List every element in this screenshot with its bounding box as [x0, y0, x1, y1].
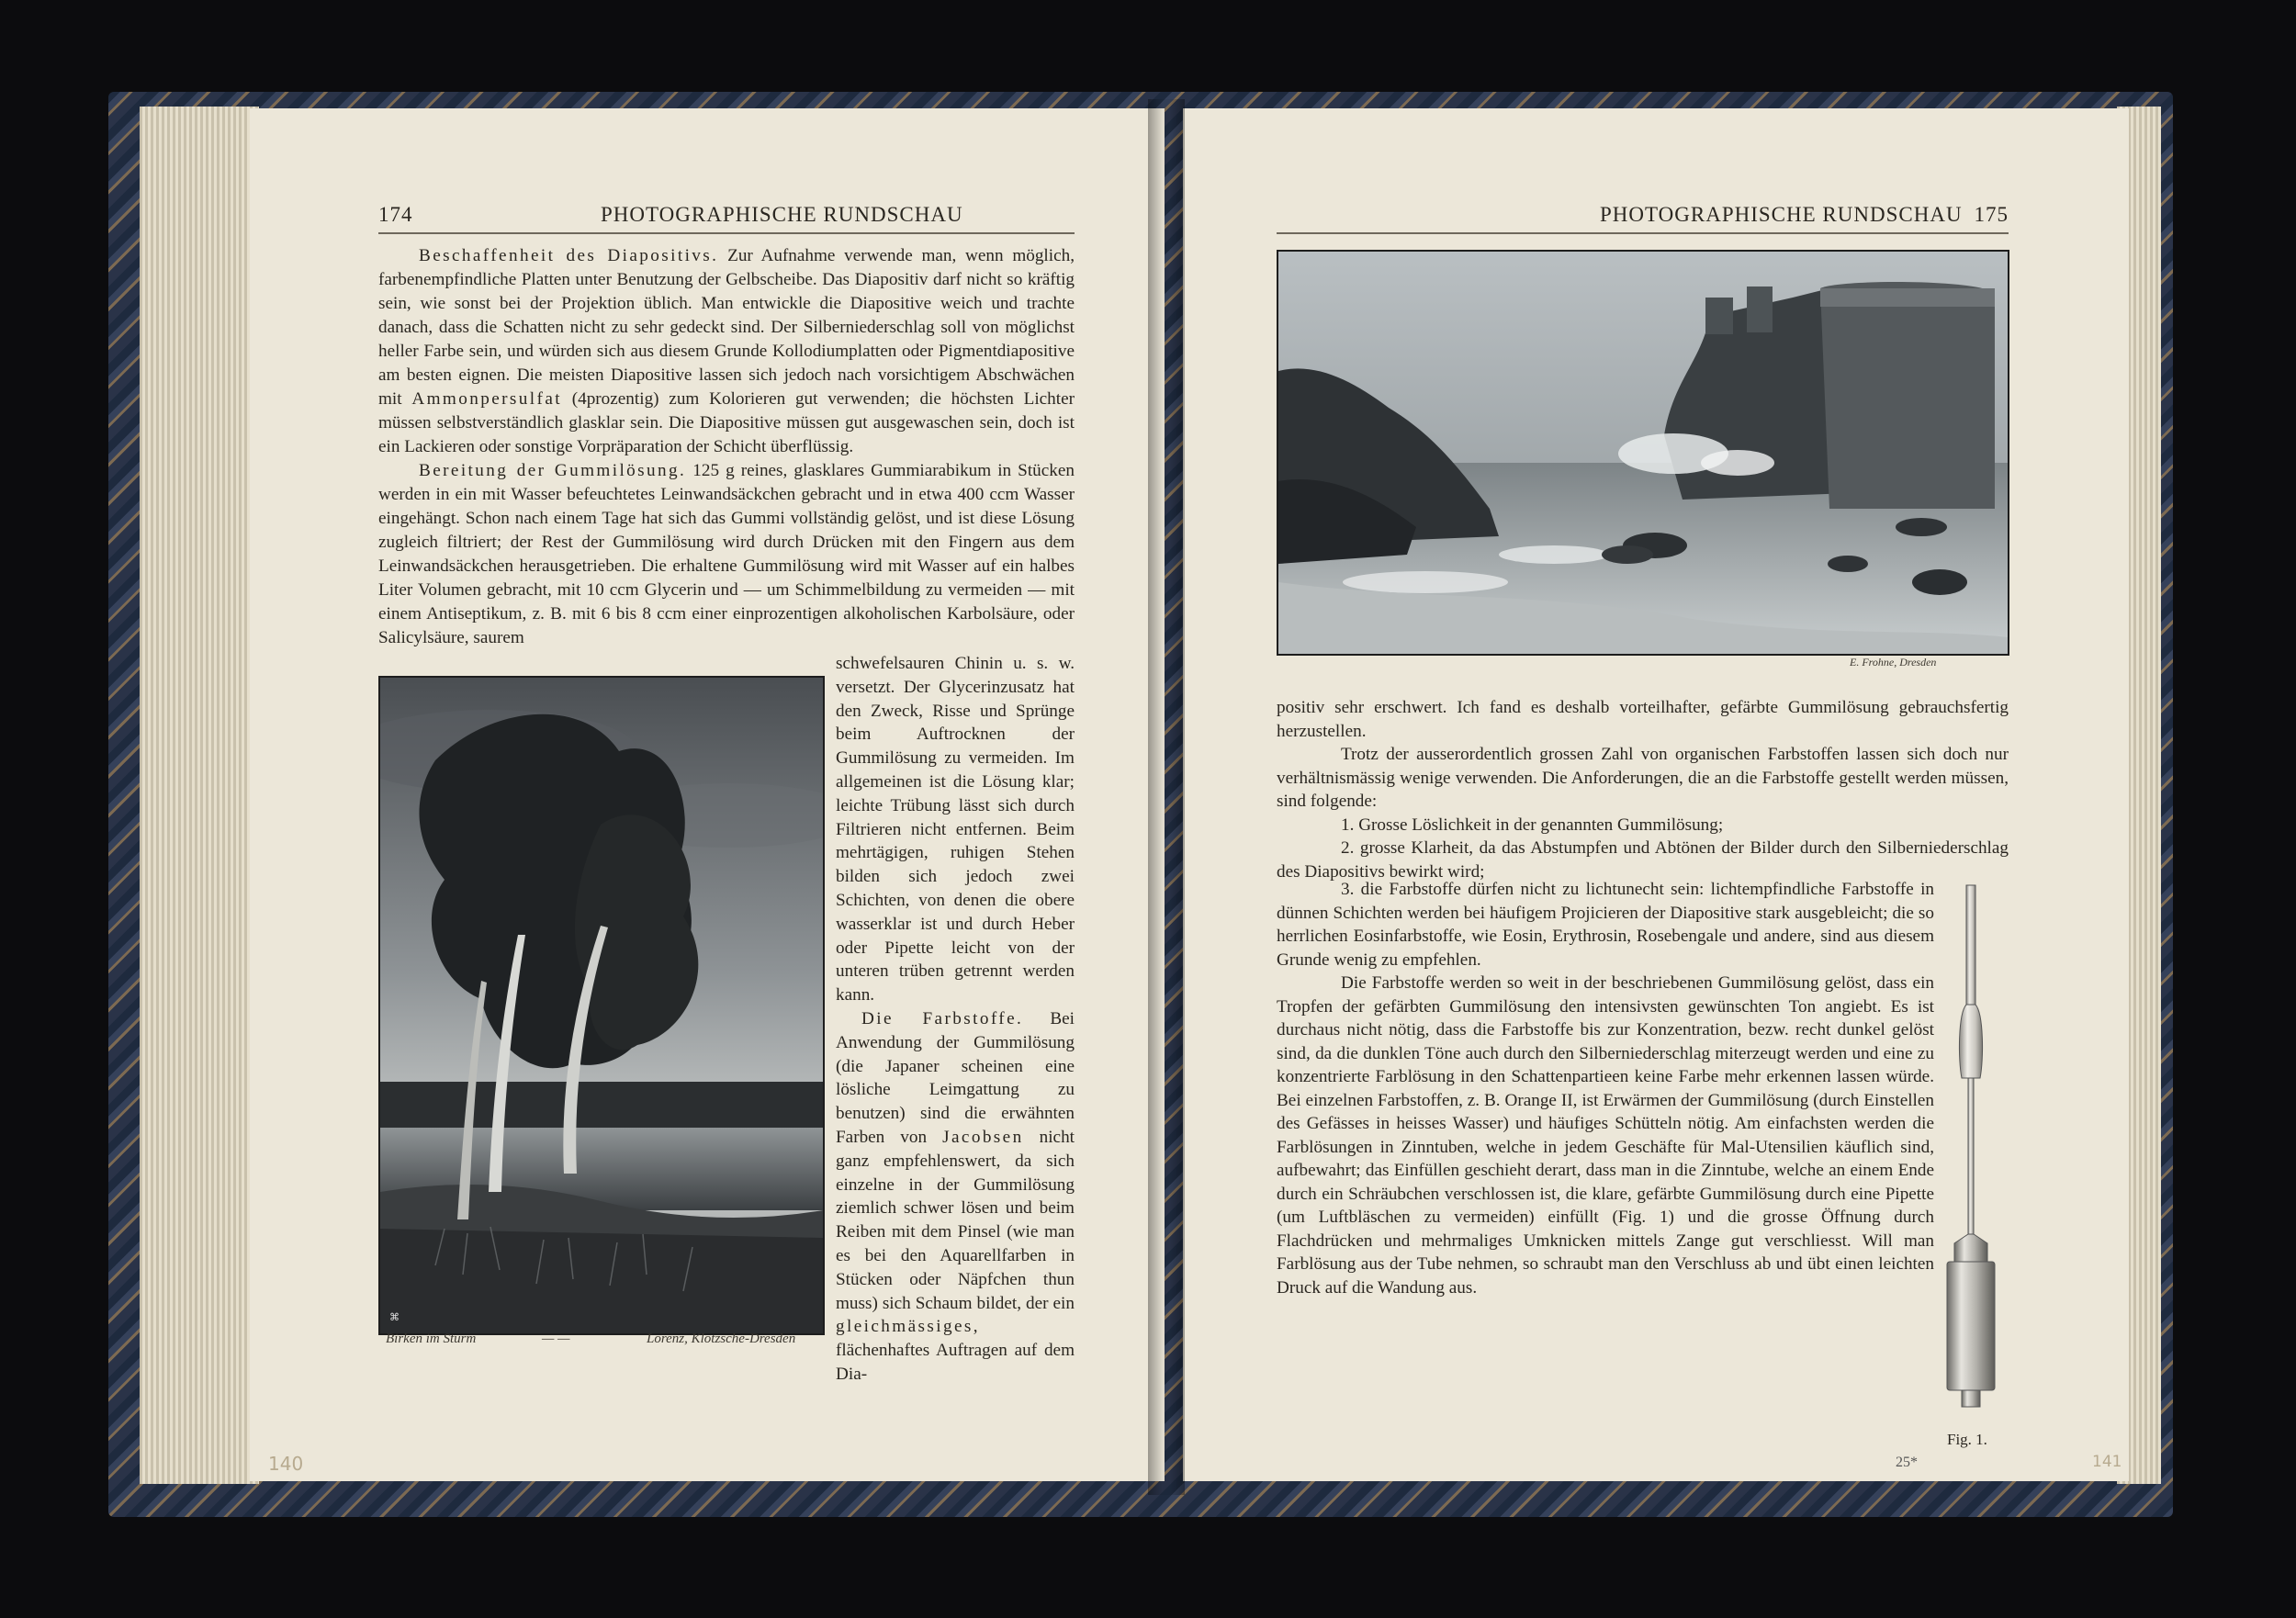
signature-mark: 25*	[1896, 1455, 1918, 1470]
running-title-left: PHOTOGRAPHISCHE RUNDSCHAU	[601, 203, 963, 226]
right-text-full	[1277, 696, 2009, 883]
list-item-1	[1277, 814, 2009, 837]
paragraph-text: positiv sehr erschwert. Ich fand es deshalb vorteilhafter, gefärbte Gummilösung gebrauchsfertig herzustellen.	[1277, 698, 2009, 741]
running-head-right	[1277, 196, 2009, 234]
running-title-right: PHOTOGRAPHISCHE RUNDSCHAU	[1600, 203, 1963, 226]
list-item-3	[1277, 878, 1934, 972]
right-text-narrow	[1277, 878, 1934, 1299]
paragraph-text: flächenhaftes Auftragen auf dem Dia-	[836, 1341, 1075, 1384]
section-head-gummiloesung: Bereitung der Gummilösung.	[419, 461, 687, 480]
paragraph-text: (4prozentig) zum Kolorieren gut verwenden; die höchsten Lichter müssen selbstverständlich glasklar sein. Die Diapositive müssen gut ausgewaschen sein, doch ist ein Lackieren oder sonstige Vorpräparation der Schicht überflüssig.	[378, 389, 1075, 456]
column-paragraph-farbstoffe	[836, 1007, 1075, 1387]
book-spine	[1148, 99, 1185, 1495]
paragraph-text: nicht ganz empfehlenswert, da sich einzelne in der Gummilösung ziemlich schwer lösen und beim Reiben mit dem Pinsel (wie man es bei den Aquarellfarben in Stücken oder Näpfchen thun muss) sich Schaum bildet, der ein	[836, 1127, 1075, 1313]
paragraph-text: Die Farbstoffe werden so weit in der beschriebenen Gummilösung gelöst, dass ein Tropfen der gefärbten Gummilösung den intensivsten gewünschten Ton angiebt. Es ist durchaus nicht nötig, dass die Farbstoffe bis zur Konzentration, bezw. recht dunkel gelöst sind, da die dunklen Töne auch durch den Silberniederschlag miterzeugt werden und eine zu konzentrierte Farblösung in den Schattenpartieen keine Farbe mehr erkennen lassen würde. Bei einzelnen Farbstoffen, z. B. Orange II, ist Erwärmen der Gummilösung (durch Einstellen des Gefässes in heisses Wasser) und häufiges Schütteln nötig. Am einfachsten werden die Farblösungen in Zinntuben, welche in jedem Geschäfte für Mal-Utensilien käuflich sind, aufbewahrt; das Einfüllen geschieht derart, dass man in die Zinntube, welche an einem Ende durch ein Schräubchen verschlossen ist, die klare, gefärbte Gummilösung durch eine Pipette (um Luftbläschen zu vermeiden) einfüllt (Fig. 1) und die grosse Öffnung durch Flachdrücken und mehrmaliges Umknicken mittels Zange gut verschliesst. Will man Farblösung aus der Tube nehmen, so schraubt man den Verschluss ab und übt einen leichten Druck auf die Wandung aus.	[1277, 973, 1934, 1298]
list-item-text: 3. die Farbstoffe dürfen nicht zu lichtunecht sein: lichtempfindliche Farbstoffe in dünnen Schichten werden bei häufigem Projicieren der Diapositive stark ausgebleicht; die so herrlichen Eosinfarbstoffe, wie Eosin, Erythrosin, Rosebengale und andere, sind aus diesem Grunde wenig zu empfehlen.	[1277, 880, 1934, 970]
list-item-2	[1277, 837, 2009, 883]
photo-birken-im-sturm	[378, 676, 825, 1335]
list-item-text: 2. grosse Klarheit, da das Abstumpfen und Abtönen der Bilder durch den Silberniederschlag des Diapositivs bewirkt wird;	[1277, 838, 2009, 882]
photo-caption-dash: — —	[542, 1331, 570, 1346]
emphasis-gleichmaessiges: gleichmässiges,	[836, 1317, 980, 1337]
birch-trees-photo	[380, 678, 823, 1333]
paragraph-text: Trotz der ausserordentlich grossen Zahl von organischen Farbstoffen lassen sich doch nur verhältnismässig wenige verwenden. Die Anforderungen, die an die Farbstoffe gestellt werden müssen, sind folgende:	[1277, 745, 2009, 811]
paragraph-diapositiv	[378, 244, 1075, 459]
section-head-diapositiv: Beschaffenheit des Diapositivs.	[419, 246, 719, 265]
paragraph-gummiloesung	[378, 459, 1075, 650]
paragraph-anforderungen	[1277, 743, 2009, 814]
section-head-farbstoffe: Die Farbstoffe.	[861, 1008, 1024, 1028]
pencil-annotation-left: 140	[268, 1453, 304, 1475]
right-page	[1183, 108, 2129, 1481]
paragraph-text: Zur Aufnahme verwende man, wenn möglich, farbenempfindliche Platten unter Benutzung der Gelbscheibe. Das Diapositiv darf nicht so kräftig sein, wie sonst bei der Projektion üblich. Man entwickle die Diapositive weich und trachte danach, dass die Schatten nicht zu sehr gedeckt sind. Der Silberniederschlag soll von möglichst heller Farbe sein, und würden sich aus diesem Grunde Kollodiumplatten oder Pigmentdiapositive am besten eignen. Die meisten Diapositive lassen sich jedoch nach vorsichtigem Abschwächen mit	[378, 246, 1075, 409]
figure-label: Fig. 1.	[1947, 1431, 1987, 1448]
emphasis-jacobsen: Jacobsen	[942, 1127, 1024, 1147]
pencil-annotation-right: 141	[2092, 1453, 2122, 1471]
column-paragraph	[836, 652, 1075, 1007]
photo-caption-credit: Lorenz, Klotzsche-Dresden	[647, 1331, 796, 1346]
left-page	[250, 108, 1165, 1481]
list-item-text: 1. Grosse Löslichkeit in der genannten Gummilösung;	[1341, 815, 1724, 835]
emphasis-ammonpersulfat: Ammonpersulfat	[411, 389, 562, 409]
photo-caption-title: Birken im Sturm	[386, 1331, 477, 1346]
paragraph-continuation	[1277, 696, 2009, 743]
paragraph-text: schwefelsauren Chinin u. s. w. versetzt. Der Glycerinzusatz hat den Zweck, Risse und Sprünge beim Auftrocknen der Gummilösung zu vermeiden. Im allgemeinen ist die Lösung klar; leichte Trübung lässt sich durch Filtrieren nicht entfernen. Beim mehrtägigen, ruhigen Stehen bilden sich jedoch zwei Schichten, von denen die obere wasserklar ist und durch Heber oder Pipette leicht von der unteren trüben getrennt werden kann.	[836, 654, 1075, 1006]
svg-text:⌘: ⌘	[389, 1311, 400, 1323]
paragraph-text: Bei Anwendung der Gummilösung (die Japaner scheinen eine lösliche Leimgattung zu benutzen) sind die erwähnten Farben von	[836, 1008, 1075, 1147]
page-number-left: 174	[378, 203, 413, 226]
page-edges-left	[140, 107, 259, 1484]
photo-coastal-fortress	[1277, 250, 2009, 656]
photo-credit-frohne: E. Frohne, Dresden	[1850, 656, 1937, 669]
running-head-left	[378, 196, 1075, 234]
page-number-right: 175	[1974, 203, 2009, 226]
pipette-tube-illustration	[1934, 876, 2008, 1418]
paragraph-text: 125 g reines, glasklares Gummiarabikum in Stücken werden in ein mit Wasser befeuchtetes Leinwandsäckchen gebracht und in etwa 400 ccm Wasser eingehängt. Schon nach einem Tage hat sich das Gummi vollständig gelöst, und ist diese Lösung zugleich filtriert; der Rest der Gummilösung wird durch Drücken mit den Fingern aus dem Leinwandsäckchen herausgetrieben. Die erhaltene Gummilösung wird mit Wasser auf ein halbes Liter Volumen gebracht, mit 10 ccm Glycerin und — um Schimmelbildung zu vermeiden — mit einem Antiseptikum, z. B. mit 6 bis 8 ccm einer einprozentigen alkoholischen Karbolsäure, oder Salicylsäure, saurem	[378, 461, 1075, 647]
left-text-column	[836, 652, 1075, 1387]
fortress-coast-photo	[1278, 252, 2008, 654]
figure-pipette-tube	[1934, 876, 2008, 1418]
left-text-top	[378, 244, 1075, 650]
paragraph-farbloesung	[1277, 972, 1934, 1299]
